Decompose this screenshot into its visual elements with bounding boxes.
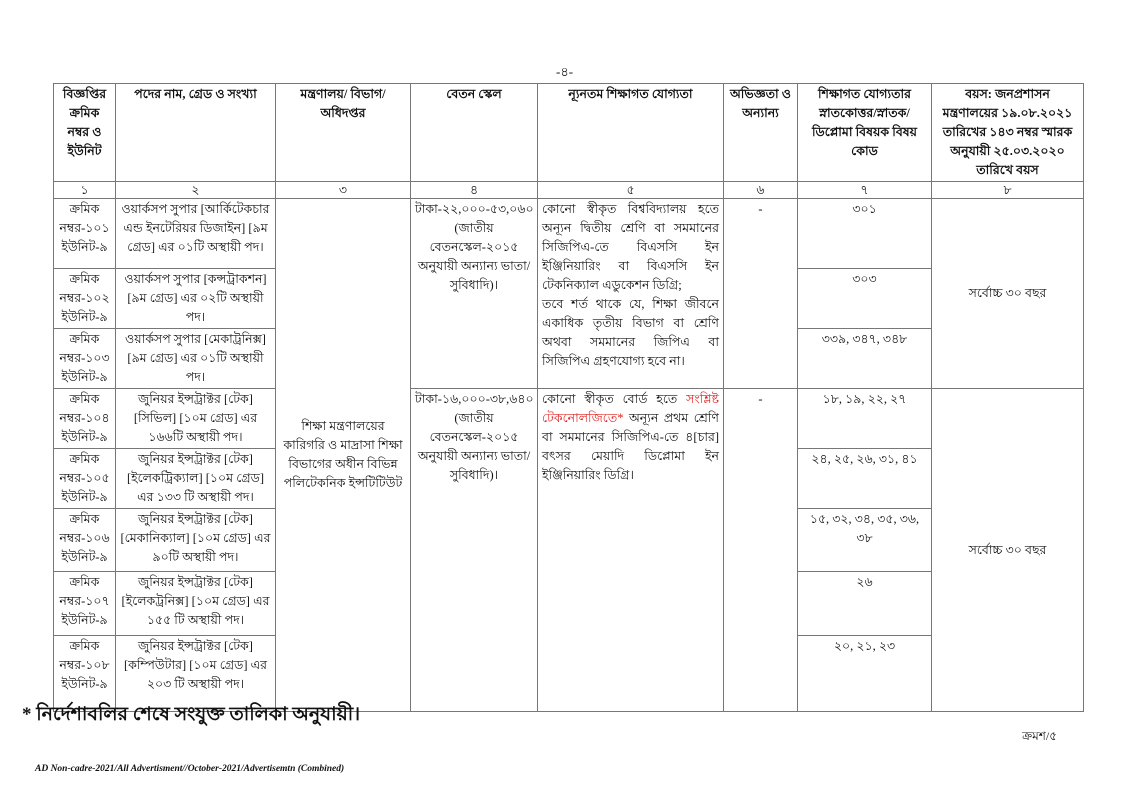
- table-row: [54, 389, 1084, 449]
- serial-cell: ক্রমিক নম্বর-১০৪ ইউনিট-৯: [54, 389, 116, 449]
- subject-code-cell: ২০, ২১, ২৩: [798, 636, 932, 712]
- col-number: ৩: [276, 182, 411, 199]
- qualification-text: কোনো স্বীকৃত বিশ্ববিদ্যালয় হতে অন্যূন দ্বিতীয় শ্রেণি বা সমমানের সিজিপিএ-তে বিএসসি ইন ইঞ্জিনিয়ারিং বা বিএসসি ইন টেকনিক্যাল এডুকেশন ডিগ্রি;: [542, 202, 719, 292]
- post-cell: ওয়ার্কসপ সুপার [কন্সট্রাকশন] [৯ম গ্রেড] এর ০২টি অস্থায়ী পদ।: [116, 269, 276, 329]
- serial-cell: ক্রমিক নম্বর-১০১ ইউনিট-৯: [54, 199, 116, 269]
- age-cell: সর্বোচ্চ ৩০ বছর: [932, 389, 1084, 712]
- post-cell: জুনিয়র ইন্সট্রাক্টর [টেক] [ইলেকট্রিক্যাল] [১০ম গ্রেড] এর ১৩৩ টি অস্থায়ী পদ।: [116, 449, 276, 509]
- continued-label: ক্রমশ/৫: [1022, 729, 1057, 743]
- col-number: ২: [116, 182, 276, 199]
- column-number-row: [54, 182, 1084, 199]
- col-number: ৫: [538, 182, 724, 199]
- header-qualification: ন্যূনতম শিক্ষাগত যোগ্যতা: [538, 84, 724, 182]
- subject-code-cell: ৩০১: [798, 199, 932, 269]
- page-number: -৪-: [556, 64, 574, 79]
- serial-cell: ক্রমিক নম্বর-১০২ ইউনিট-৯: [54, 269, 116, 329]
- post-cell: জুনিয়র ইন্সট্রাক্টর [টেক] [সিভিল] [১০ম গ্রেড] এর ১৬৬টি অস্থায়ী পদ।: [116, 389, 276, 449]
- post-cell: ওয়ার্কসপ সুপার [আর্কিটেকচার এন্ড ইনটেরিয়র ডিজাইন] [৯ম গ্রেড] এর ০১টি অস্থায়ী পদ।: [116, 199, 276, 269]
- col-number: ৪: [411, 182, 538, 199]
- qualification-text: কোনো স্বীকৃত বোর্ড হতে: [542, 392, 687, 406]
- col-number: ৭: [798, 182, 932, 199]
- pay-scale-cell: টাকা-২২,০০০-৫৩,০৬০ (জাতীয় বেতনস্কেল-২০১৫ অনুযায়ী অন্যান্য ভাতা/ সুবিধাদি)।: [411, 199, 538, 389]
- age-cell: সর্বোচ্চ ৩০ বছর: [932, 199, 1084, 389]
- serial-cell: ক্রমিক নম্বর-১০৫ ইউনিট-৯: [54, 449, 116, 509]
- qualification-cell: [538, 389, 724, 712]
- header-ministry: মন্ত্রণালয়/ বিভাগ/ অধিদপ্তর: [276, 84, 411, 182]
- pay-scale-cell: টাকা-১৬,০০০-৩৮,৬৪০ (জাতীয় বেতনস্কেল-২০১৫ অনুযায়ী অন্যান্য ভাতা/সুবিধাদি)।: [411, 389, 538, 712]
- header-age: বয়স: জনপ্রশাসন মন্ত্রণালয়ের ১৯.০৮.২০২১ তারিখের ১৪৩ নম্বর স্মারক অনুযায়ী ২৫.০৩.২০২০ তারিখে বয়স: [932, 84, 1084, 182]
- related-technology-highlight: সংশ্লিষ্ট টেকনোলজিতে*: [542, 392, 719, 425]
- serial-cell: ক্রমিক নম্বর-১০৭ ইউনিট-৯: [54, 572, 116, 636]
- col-number: ৮: [932, 182, 1084, 199]
- table-row: [54, 199, 1084, 269]
- qualification-cell: [538, 199, 724, 389]
- subject-code-cell: ২৬: [798, 572, 932, 636]
- col-number: ১: [54, 182, 116, 199]
- ministry-cell: শিক্ষা মন্ত্রণালয়ের কারিগরি ও মাদ্রাসা শিক্ষা বিভাগের অধীন বিভিন্ন পলিটেকনিক ইন্সটিটিউট: [276, 199, 411, 712]
- qualification-condition: তবে শর্ত থাকে যে, শিক্ষা জীবনে একাধিক তৃতীয় বিভাগ বা শ্রেণি অথবা সমমানের জিপিএ বা সিজিপিএ গ্রহণযোগ্য হবে না।: [542, 297, 719, 368]
- subject-code-cell: ১৮, ১৯, ২২, ২৭: [798, 389, 932, 449]
- job-table: [53, 83, 1084, 712]
- header-pay-scale: বেতন স্কেল: [411, 84, 538, 182]
- footnote: * নির্দেশাবলির শেষে সংযুক্ত তালিকা অনুযায়ী।: [22, 704, 361, 725]
- subject-code-cell: ৩০৩: [798, 269, 932, 329]
- header-subject-code: শিক্ষাগত যোগ্যতার স্নাতকোত্তর/স্নাতক/ ডিপ্লোমা বিষয়ক বিষয় কোড: [798, 84, 932, 182]
- experience-cell: -: [724, 199, 798, 389]
- serial-cell: ক্রমিক নম্বর-১০৩ ইউনিট-৯: [54, 329, 116, 389]
- subject-code-cell: ২৪, ২৫, ২৬, ৩১, ৪১: [798, 449, 932, 509]
- subject-code-cell: ৩৩৯, ৩৪৭, ৩৪৮: [798, 329, 932, 389]
- header-serial: বিজ্ঞপ্তির ক্রমিক নম্বর ও ইউনিট: [54, 84, 116, 182]
- post-cell: জুনিয়র ইন্সট্রাক্টর [টেক] [ইলেকট্রনিক্স] [১০ম গ্রেড] এর ১৫৫ টি অস্থায়ী পদ।: [116, 572, 276, 636]
- subject-code-cell: ১৫, ৩২, ৩৪, ৩৫, ৩৬, ৩৮: [798, 509, 932, 572]
- footer-path: AD Non-cadre-2021/All Advertisment//October-2021/Advertisemtn (Combined): [35, 764, 345, 774]
- post-cell: ওয়ার্কসপ সুপার [মেকাট্রনিক্স] [৯ম গ্রেড] এর ০১টি অস্থায়ী পদ।: [116, 329, 276, 389]
- experience-cell: -: [724, 389, 798, 712]
- qualification-text: অন্যূন প্রথম শ্রেণি বা সমমানের সিজিপিএ-তে ৪[চার] বৎসর মেয়াদি ডিপ্লোমা ইন ইঞ্জিনিয়ারিং ডিগ্রি।: [542, 411, 719, 482]
- serial-cell: ক্রমিক নম্বর-১০৬ ইউনিট-৯: [54, 509, 116, 572]
- post-cell: জুনিয়র ইন্সট্রাক্টর [টেক] [মেকানিক্যাল] [১০ম গ্রেড] এর ৯০টি অস্থায়ী পদ।: [116, 509, 276, 572]
- header-post: পদের নাম, গ্রেড ও সংখ্যা: [116, 84, 276, 182]
- header-row: [54, 84, 1084, 182]
- header-experience: অভিজ্ঞতা ও অন্যান্য: [724, 84, 798, 182]
- col-number: ৬: [724, 182, 798, 199]
- serial-cell: ক্রমিক নম্বর-১০৮ ইউনিট-৯: [54, 636, 116, 712]
- post-cell: জুনিয়র ইন্সট্রাক্টর [টেক] [কম্পিউটার] [১০ম গ্রেড] এর ২০৩ টি অস্থায়ী পদ।: [116, 636, 276, 712]
